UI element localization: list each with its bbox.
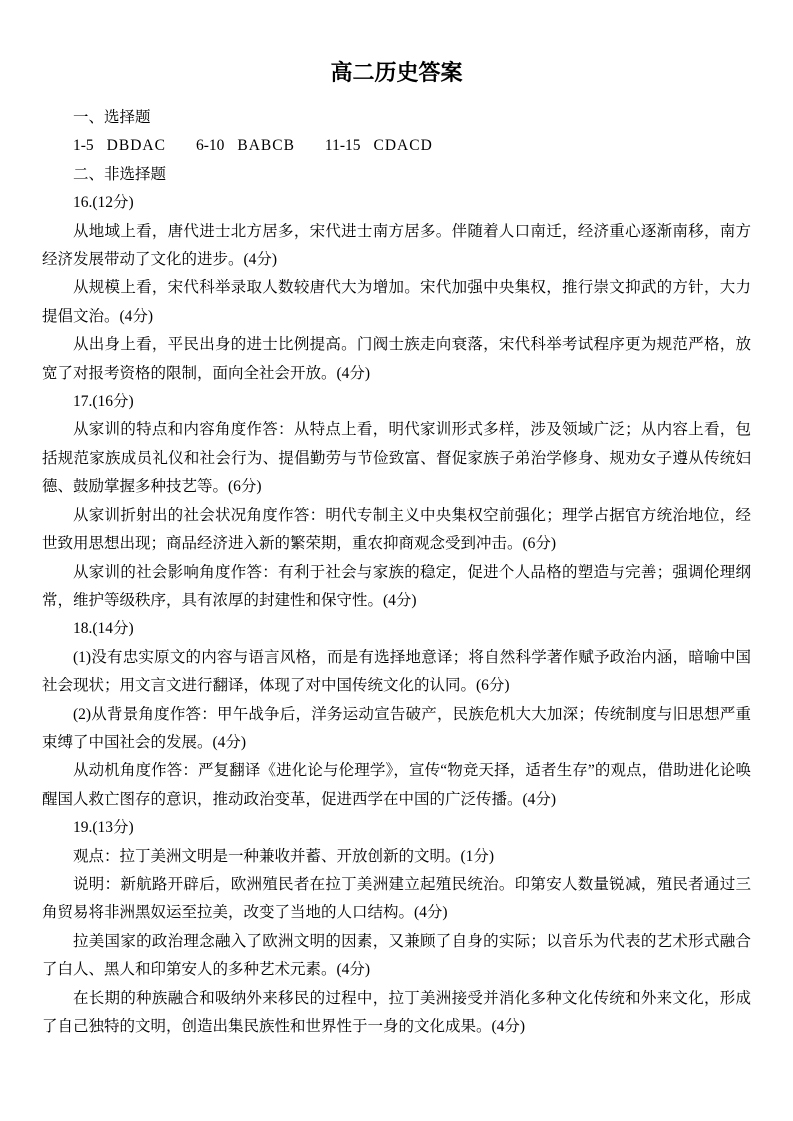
question-19-paragraph-3: 拉美国家的政治理念融入了欧洲文明的因素，又兼顾了自身的实际；以音乐为代表的艺术形式融合了白人、黑人和印第安人的多种艺术元素。(4分): [42, 932, 751, 979]
question-19-paragraph-4: 在长期的种族融合和吸纳外来移民的过程中，拉丁美洲接受并消化多种文化传统和外来文化，形成了自己独特的文明，创造出集民族性和世界性于一身的文化成果。(4分): [42, 989, 751, 1035]
answer-letters-2: BABCB: [237, 137, 295, 155]
question-18-paragraph-1: (1)没有忠实原文的内容与语言风格，而是有选择地意译；将自然科学著作赋予政治内涵，暗喻中国社会现状；用文言文进行翻译，体现了对中国传统文化的认同。(6分): [42, 648, 751, 695]
question-18-paragraph-3: 从动机角度作答：严复翻译《进化论与伦理学》，宣传“物竞天择，适者生存”的观点，借助进化论唤醒国人救亡图存的意识，推动政治变革，促进西学在中国的广泛传播。(4分): [42, 762, 751, 808]
question-17-paragraph-1: 从家训的特点和内容角度作答：从特点上看，明代家训形式多样，涉及领域广泛；从内容上看，包括规范家族成员礼仪和社会行为、提倡勤劳与节俭致富、督促家族子弟治学修身、规劝女子遵从传统妇德、鼓励掌握多种技艺等。(6分): [42, 421, 751, 496]
question-19-number: 19.(13分): [73, 819, 134, 837]
question-16-paragraph-3: 从出身上看，平民出身的进士比例提高。门阀士族走向衰落，宋代科举考试程序更为规范严格，放宽了对报考资格的限制，面向全社会开放。(4分): [42, 336, 751, 382]
question-16-paragraph-1: 从地域上看，唐代进士北方居多，宋代进士南方居多。伴随着人口南迁，经济重心逐渐南移，南方经济发展带动了文化的进步。(4分): [42, 222, 751, 269]
question-16-number: 16.(12分): [73, 194, 134, 212]
answer-group-1: [73, 137, 166, 154]
answer-range-1: 1-5: [73, 137, 94, 155]
question-18-number: 18.(14分): [73, 620, 134, 638]
answer-letters-1: DBDAC: [106, 137, 166, 155]
section-2-heading: 二、非选择题: [73, 165, 167, 183]
answer-range-3: 11-15: [324, 137, 361, 155]
question-19-paragraph-1: 观点：拉丁美洲文明是一种兼收并蓄、开放创新的文明。(1分): [73, 847, 495, 865]
answer-group-3: [325, 137, 433, 154]
answer-range-2: 6-10: [195, 137, 225, 155]
question-17-number: 17.(16分): [73, 393, 134, 411]
answer-group-2: [196, 137, 295, 154]
question-17-paragraph-3: 从家训的社会影响角度作答：有利于社会与家族的稳定，促进个人品格的塑造与完善；强调伦理纲常，维护等级秩序，具有浓厚的封建性和保守性。(4分): [42, 563, 751, 609]
answer-letters-3: CDACD: [373, 137, 433, 155]
question-17-paragraph-2: 从家训折射出的社会状况角度作答：明代专制主义中央集权空前强化；理学占据官方统治地位，经世致用思想出现；商品经济进入新的繁荣期，重农抑商观念受到冲击。(6分): [42, 506, 751, 553]
question-19-paragraph-2: 说明：新航路开辟后，欧洲殖民者在拉丁美洲建立起殖民统治。印第安人数量锐减，殖民者通过三角贸易将非洲黑奴运至拉美，改变了当地的人口结构。(4分): [42, 875, 751, 922]
section-1-heading: 一、选择题: [73, 109, 151, 126]
question-18-paragraph-2: (2)从背景角度作答：甲午战争后，洋务运动宣告破产，民族危机大大加深；传统制度与旧思想严重束缚了中国社会的发展。(4分): [42, 705, 751, 751]
choice-answers-line: [42, 132, 751, 160]
question-16-paragraph-2: 从规模上看，宋代科举录取人数较唐代大为增加。宋代加强中央集权，推行崇文抑武的方针，大力提倡文治。(4分): [42, 279, 751, 325]
document-title: 高二历史答案: [330, 60, 463, 85]
